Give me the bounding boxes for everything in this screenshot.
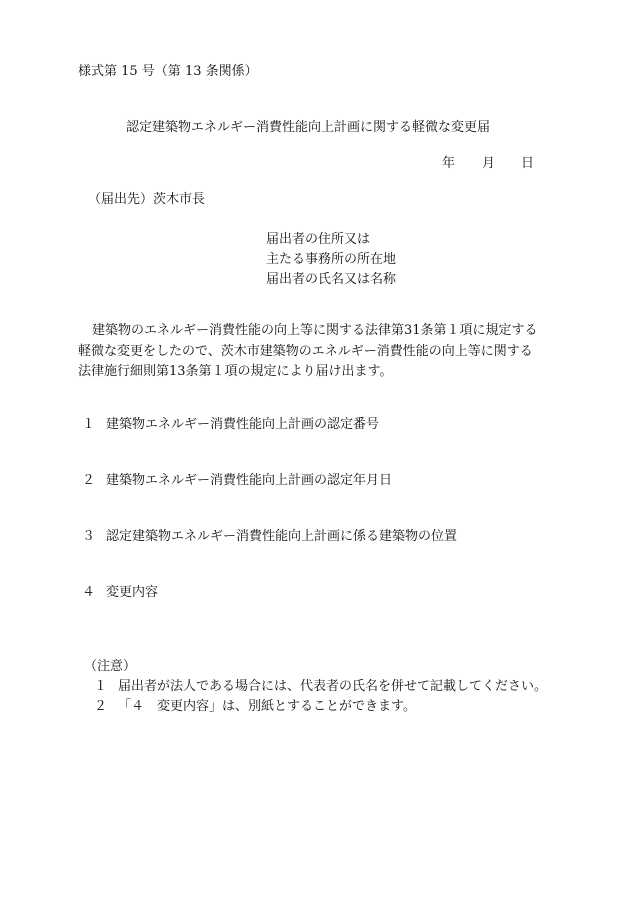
item-number: ４ [82, 585, 96, 600]
date-day-label: 日 [521, 156, 535, 171]
recipient-line: （届出先）茨木市長 [88, 192, 206, 207]
applicant-name-label: 届出者の氏名又は名称 [266, 272, 397, 287]
item-number: ２ [82, 473, 96, 488]
applicant-office-label: 主たる事務所の所在地 [266, 252, 397, 267]
item-building-location [82, 527, 457, 547]
form-number: 様式第 15 号（第 13 条関係） [78, 64, 258, 79]
applicant-address-label: 届出者の住所又は [266, 232, 371, 247]
notes-heading: （注意） [84, 659, 137, 674]
note-number: １ [94, 679, 108, 694]
item-label: 変更内容 [106, 585, 159, 600]
item-number: ３ [82, 529, 96, 544]
note-number: ２ [94, 699, 108, 714]
document-title: 認定建築物エネルギー消費性能向上計画に関する軽微な変更届 [126, 120, 491, 135]
item-certification-date [82, 471, 392, 491]
body-line-2: 軽微な変更をしたので、茨木市建築物のエネルギー消費性能の向上等に関する [78, 343, 533, 359]
applicant-block [266, 230, 396, 290]
item-label: 建築物エネルギー消費性能向上計画の認定番号 [106, 417, 380, 432]
note-item [94, 677, 547, 697]
item-number: １ [82, 417, 96, 432]
body-paragraph [78, 321, 538, 383]
item-certification-number [82, 415, 379, 435]
body-line-3: 法律施行細則第13条第１項の規定により届け出ます。 [78, 364, 393, 379]
note-item [94, 697, 416, 717]
item-change-details [82, 583, 158, 603]
body-line-1: 建築物のエネルギー消費性能の向上等に関する法律第31条第１項に規定する [92, 323, 538, 338]
note-text: 届出者が法人である場合には、代表者の氏名を併せて記載してください。 [118, 679, 548, 694]
note-text: 「４ 変更内容」は、別紙とすることができます。 [118, 699, 416, 714]
item-label: 認定建築物エネルギー消費性能向上計画に係る建築物の位置 [106, 529, 458, 544]
date-year-label: 年 [442, 156, 456, 171]
item-label: 建築物エネルギー消費性能向上計画の認定年月日 [106, 473, 393, 488]
date-month-label: 月 [482, 156, 496, 171]
